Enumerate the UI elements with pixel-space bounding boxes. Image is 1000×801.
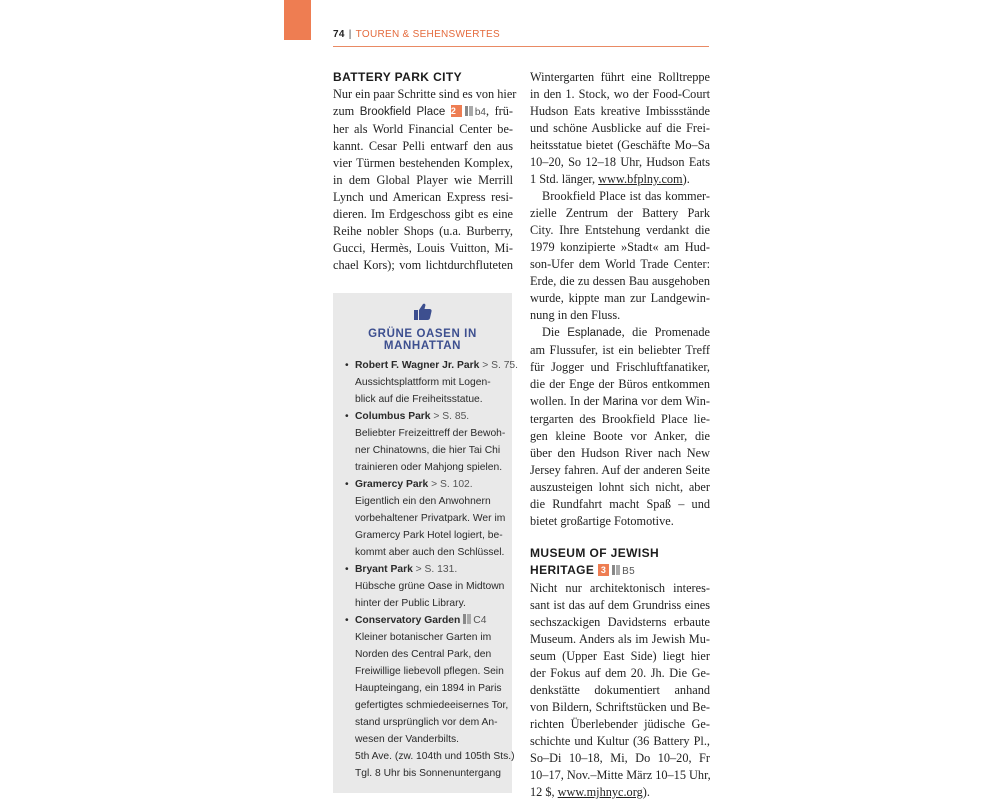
- text: ).: [682, 172, 690, 186]
- park-name[interactable]: Bryant Park: [355, 564, 413, 575]
- item-line: Norden des Central Park, den: [355, 649, 492, 660]
- map-book-icon: [612, 565, 620, 575]
- item-line: Hübsche grüne Oase in Midtown: [355, 581, 505, 592]
- map-book-icon: [463, 614, 471, 624]
- item-line: Beliebter Freizeittreff der Bewoh-: [355, 428, 506, 439]
- item-line: ner Chinatowns, die hier Tai Chi: [355, 445, 501, 456]
- body-line: bietet großartige Fotomotive.: [530, 514, 674, 528]
- item-line: wesen der Vanderbilts.: [355, 734, 459, 745]
- text: zum: [333, 104, 360, 118]
- item-line: hinter der Public Library.: [355, 598, 466, 609]
- grid-reference: B5: [622, 566, 636, 577]
- text: vor dem Win-: [637, 394, 710, 408]
- bullet: •: [345, 564, 349, 575]
- body-line: in dem Global Player wie Merrill: [333, 173, 513, 187]
- body-line: Brookfield Place ist das kommer-: [542, 189, 710, 203]
- park-name[interactable]: Conservatory Garden: [355, 615, 461, 626]
- running-header: [333, 29, 709, 47]
- body-line: chael Kors); vom lichtdurchfluteten: [333, 258, 513, 272]
- bfplny-link[interactable]: www.bfplny.com: [598, 172, 683, 186]
- list-item: [345, 476, 507, 561]
- body-line: So–Di 10–18, Mi, Do 10–20, Fr: [530, 751, 710, 765]
- body-line: schichte und Kultur (36 Battery Pl.,: [530, 734, 710, 748]
- body-line: Reihe nobler Shops (u.a. Burberry,: [333, 224, 513, 238]
- park-name[interactable]: Robert F. Wagner Jr. Park: [355, 360, 480, 371]
- body-line: son-Ufer dem World Trade Center:: [530, 257, 710, 271]
- body-line: 1979 konzipierte »Stadt« am Hud-: [530, 240, 710, 254]
- item-line: Eigentlich ein den Anwohnern: [355, 496, 491, 507]
- item-line: Gramercy Park Hotel logiert, be-: [355, 530, 503, 541]
- page-number: 74: [333, 29, 345, 40]
- body-line: am Flussufer, ist ein beliebter Treff: [530, 343, 710, 357]
- list-item: [345, 561, 507, 612]
- text: 12 $,: [530, 785, 558, 799]
- body-line: für Jogger und Frischluftfanatiker,: [530, 360, 710, 374]
- body-line: Erde, die zu dessen Bau ausgehoben: [530, 274, 710, 288]
- map-book-icon: [465, 106, 473, 116]
- thumbs-up-icon: [413, 302, 433, 322]
- body-line: [530, 171, 710, 188]
- item-line: kommt aber auch den Schlüssel.: [355, 547, 505, 558]
- body-line: der Fokus auf dem 20. Jh. Die Ge-: [530, 666, 710, 680]
- list-item: [345, 357, 519, 408]
- page-ref: > S. 85.: [430, 411, 470, 422]
- body-line: Gucci, Hermès, Louis Vuitton, Mi-: [333, 241, 513, 255]
- body-line: 10–17, Nov.–Mitte März 10–15 Uhr,: [530, 768, 711, 782]
- box-title: GRÜNE OASEN IN MANHATTAN: [368, 328, 477, 352]
- text: ).: [642, 785, 650, 799]
- marina-link[interactable]: Marina: [602, 396, 638, 408]
- page-ref: > S. 102.: [428, 479, 473, 490]
- tip-box-green-oases: [333, 293, 519, 793]
- text: HERITAGE: [530, 563, 595, 577]
- park-name[interactable]: Columbus Park: [355, 411, 431, 422]
- body-line: Museum. Anders als im Jewish Mu-: [530, 632, 710, 646]
- body-line: heitsstatue bietet (Geschäfte Mo–Sa: [530, 138, 710, 152]
- item-line: stand ursprünglich vor dem An-: [355, 717, 498, 728]
- body-line: [530, 393, 710, 411]
- item-line: vorbehaltener Privatpark. Wer im: [355, 513, 506, 524]
- body-line: vier Türmen bestehenden Komplex,: [333, 156, 513, 170]
- bullet: •: [345, 411, 349, 422]
- body-line: [530, 324, 710, 342]
- left-column: [333, 69, 517, 274]
- header-separator: |: [348, 29, 352, 40]
- map-marker-badge: 2: [451, 105, 462, 117]
- body-line: [530, 784, 710, 801]
- right-column: [530, 69, 710, 801]
- esplanade-link[interactable]: Esplanade: [567, 327, 622, 339]
- body-line: kannt. Cesar Pelli entwarf den aus: [333, 139, 513, 153]
- museum-heading-line-2: [530, 562, 710, 580]
- item-hours: Tgl. 8 Uhr bis Sonnenuntergang: [355, 768, 501, 779]
- body-line: zielle Zentrum der Battery Park: [530, 206, 710, 220]
- body-line: Nur ein paar Schritte sind es von hier: [333, 87, 517, 101]
- bullet: •: [345, 360, 349, 371]
- body-line: sechszackigen Davidsterns erbaute: [530, 615, 710, 629]
- museum-heading: MUSEUM OF JEWISH: [530, 546, 660, 560]
- body-line: 10–20, So 12–18 Uhr, Hudson Eats: [530, 155, 710, 169]
- body-line: Wintergarten führt eine Rolltreppe: [530, 70, 710, 84]
- text: , frü-: [485, 104, 513, 118]
- body-line: tergarten des Brookfield Place lie-: [530, 412, 710, 426]
- body-line: denkstätte dokumentiert anhand: [530, 683, 710, 697]
- text: Die: [542, 325, 568, 339]
- grid-reference: b4: [474, 107, 486, 118]
- body-line: her als World Financial Center be-: [333, 122, 513, 136]
- grid-reference: C4: [473, 615, 487, 626]
- text: 1 Std. länger,: [530, 172, 599, 186]
- body-line: nung in den Fluss.: [530, 308, 621, 322]
- bullet: •: [345, 615, 349, 626]
- text: wollen. In der: [530, 394, 603, 408]
- body-line: [333, 103, 513, 121]
- body-line: von Bildern, Schriftstücken und Be-: [530, 700, 710, 714]
- body-line: richten Überlebender jüdische Ge-: [530, 717, 710, 731]
- body-line: die der Enge der Büros entkommen: [530, 377, 710, 391]
- body-line: dieren. Im Erdgeschoss gibt es eine: [333, 207, 513, 221]
- item-line: Kleiner botanischer Garten im: [355, 632, 492, 643]
- battery-park-heading: BATTERY PARK CITY: [333, 70, 463, 84]
- item-line: Aussichtsplattform mit Logen-: [355, 377, 491, 388]
- body-line: Hudson Eats kreative Imbissstände: [530, 104, 710, 118]
- body-line: Jersey fahren. Auf der anderen Seite: [530, 463, 710, 477]
- brookfield-place-link[interactable]: Brookfield Place: [359, 106, 446, 118]
- park-name[interactable]: Gramercy Park: [355, 479, 429, 490]
- park-list: [345, 357, 519, 782]
- page-ref: > S. 75.: [479, 360, 519, 371]
- body-line: seum (Upper East Side) liegt hier: [530, 649, 710, 663]
- item-line: trainieren oder Mahjong spielen.: [355, 462, 503, 473]
- page-ref: > S. 131.: [412, 564, 458, 575]
- section-title: TOUREN & SEHENSWERTES: [355, 29, 500, 40]
- body-line: Nicht nur architektonisch interes-: [530, 581, 710, 595]
- body-line: über den Hudson River nach New: [530, 446, 710, 460]
- map-marker-badge: 3: [598, 564, 609, 576]
- body-line: sant ist das auf dem Grundriss eines: [530, 598, 710, 612]
- list-item: [345, 612, 515, 782]
- body-line: die Rundfahrt macht Spaß – und: [530, 497, 710, 511]
- item-line: gefertigtes schmiedeeisernes Tor,: [355, 700, 509, 711]
- text: , die Promenade: [621, 325, 710, 339]
- item-line: blick auf die Freiheitsstatue.: [355, 394, 483, 405]
- item-line: Freiwillige liebevoll pflegen. Sein: [355, 666, 504, 677]
- bullet: •: [345, 479, 349, 490]
- body-line: gen kleine Boote vor Anker, die: [530, 429, 710, 443]
- page-accent-tab: [284, 0, 311, 40]
- body-line: Lynch und American Express resi-: [333, 190, 513, 204]
- item-line: Haupteingang, ein 1894 in Paris: [355, 683, 502, 694]
- body-line: in den 1. Stock, wo der Food-Court: [530, 87, 710, 101]
- item-address: 5th Ave. (zw. 104th und 105th Sts.): [355, 751, 515, 762]
- body-line: auszusteigen lohnt sich nicht, aber: [530, 480, 710, 494]
- body-line: City. Ihre Entstehung verdankt die: [530, 223, 710, 237]
- body-line: und schöne Ausblicke auf die Frei-: [530, 121, 710, 135]
- body-line: wurde, kippte man zur Landgewin-: [530, 291, 710, 305]
- list-item: [345, 408, 507, 476]
- mjhnyc-link[interactable]: www.mjhnyc.org: [557, 785, 643, 799]
